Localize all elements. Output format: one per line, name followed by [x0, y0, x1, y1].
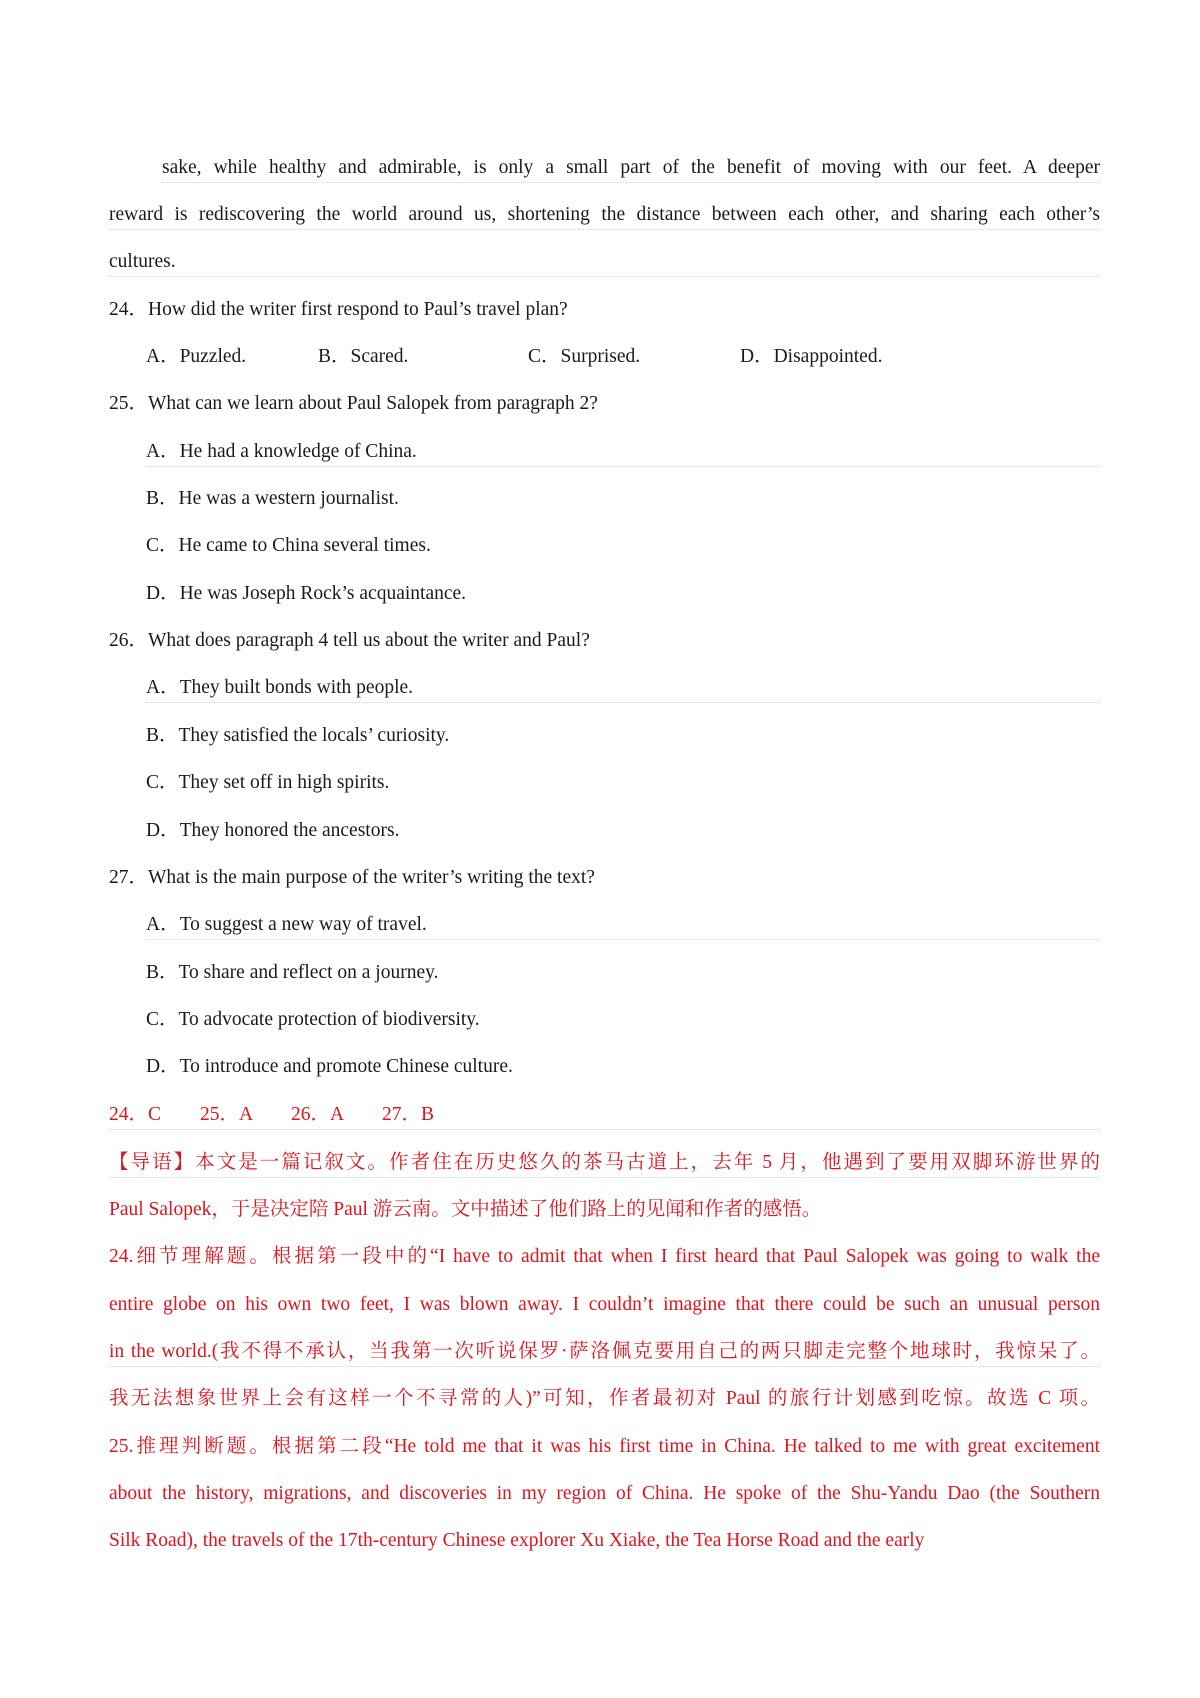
- explanation-line: in the world.(我不得不承认，当我第一次听说保罗·萨洛佩克要用自己的两只脚走完整个地球时，我惊呆了。: [109, 1338, 1100, 1367]
- question-24-stem: 24．How did the writer first respond to Paul’s travel plan?: [109, 299, 568, 320]
- question-25-stem: 25．What can we learn about Paul Salopek from paragraph 2?: [109, 393, 598, 414]
- option-d: D．Disappointed.: [740, 346, 883, 367]
- option-d: D．He was Joseph Rock’s acquaintance.: [146, 583, 467, 604]
- option-b: B．He was a western journalist.: [146, 488, 399, 509]
- option-c: C．To advocate protection of biodiversity.: [146, 1009, 480, 1030]
- option-a: A．They built bonds with people.: [146, 674, 1100, 703]
- option-b: B．Scared.: [318, 346, 409, 367]
- option-a: A．To suggest a new way of travel.: [146, 911, 1100, 940]
- passage-line: sake, while healthy and admirable, is only a small part of the benefit of moving with our feet. A deeper: [162, 154, 1100, 183]
- option-d: D．To introduce and promote Chinese culture.: [146, 1056, 513, 1077]
- option-a: A．Puzzled.: [146, 346, 247, 367]
- question-26-stem: 26．What does paragraph 4 tell us about the writer and Paul?: [109, 630, 590, 651]
- explanation-line: 25.推理判断题。根据第二段“He told me that it was his first time in China. He talked to me with great excitement: [109, 1436, 1100, 1457]
- option-a: A．He had a knowledge of China.: [146, 438, 1100, 467]
- option-c: C．He came to China several times.: [146, 535, 431, 556]
- explanation-line: 【导语】本文是一篇记叙文。作者住在历史悠久的茶马古道上，去年 5 月，他遇到了要用双脚环游世界的: [109, 1149, 1100, 1178]
- option-c: C．Surprised.: [528, 346, 641, 367]
- explanation-line: entire globe on his own two feet, I was blown away. I couldn’t imagine that there could be such an unusual person: [109, 1294, 1100, 1315]
- passage-line: reward is rediscovering the world around us, shortening the distance between each other, and sharing each other’s: [109, 201, 1100, 230]
- question-27-stem: 27．What is the main purpose of the writer’s writing the text?: [109, 867, 595, 888]
- option-c: C．They set off in high spirits.: [146, 772, 390, 793]
- option-b: B．To share and reflect on a journey.: [146, 962, 439, 983]
- explanation-line: Paul Salopek，于是决定陪 Paul 游云南。文中描述了他们路上的见闻和作者的感悟。: [109, 1199, 822, 1220]
- option-d: D．They honored the ancestors.: [146, 820, 400, 841]
- explanation-line: Silk Road), the travels of the 17th-century Chinese explorer Xu Xiake, the Tea Horse Road and the early: [109, 1530, 925, 1551]
- explanation-line: about the history, migrations, and discoveries in my region of China. He spoke of the Shu-Yandu Dao (the Southern: [109, 1483, 1100, 1504]
- explanation-line: 24.细节理解题。根据第一段中的“I have to admit that when I first heard that Paul Salopek was going to walk the: [109, 1246, 1100, 1267]
- passage-line: cultures.: [109, 248, 1100, 277]
- explanation-line: 我无法想象世界上会有这样一个不寻常的人)”可知，作者最初对 Paul 的旅行计划感到吃惊。故选 C 项。: [109, 1388, 1100, 1409]
- option-b: B．They satisfied the locals’ curiosity.: [146, 725, 450, 746]
- answer-key: 24．C 25．A 26．A 27．B: [109, 1101, 1100, 1130]
